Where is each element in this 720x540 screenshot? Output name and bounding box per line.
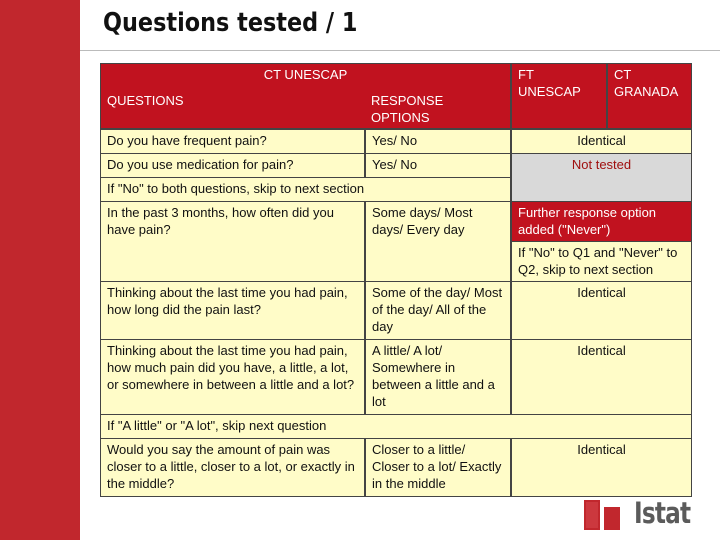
row-4-question: Thinking about the last time you had pain, how long did the pain last? xyxy=(100,281,365,340)
row-4-result: Identical xyxy=(511,281,692,340)
slide-title: Questions tested / 1 xyxy=(103,8,358,38)
row-6-options: Closer to a little/ Closer to a lot/ Exactly in the middle xyxy=(365,438,511,497)
skip-note-2: If "A little" or "A lot", skip next question xyxy=(100,414,692,439)
header-ct-granada: CT GRANADA xyxy=(607,63,692,129)
row-2-result: Not tested xyxy=(511,153,692,202)
istat-logo-text: Istat xyxy=(634,496,691,530)
header-unescap: CT UNESCAP xyxy=(100,63,511,88)
header-response-label: RESPONSE OPTIONS xyxy=(371,93,444,125)
row-3-result: Further response option added ("Never") xyxy=(511,201,692,242)
row-1-result: Identical xyxy=(511,129,692,154)
row-3-options: Some days/ Most days/ Every day xyxy=(365,201,511,282)
row-5-result: Identical xyxy=(511,339,692,415)
row-6-result: Identical xyxy=(511,438,692,497)
header-ft-unescap: FT UNESCAP xyxy=(511,63,607,129)
skip-note-1: If "No" to both questions, skip to next section xyxy=(100,177,511,202)
row-3-skip-note: If "No" to Q1 and "Never" to Q2, skip to next section xyxy=(511,241,692,282)
row-1-options: Yes/ No xyxy=(365,129,511,154)
row-5-question: Thinking about the last time you had pain, how much pain did you have, a little, a lot, or somewhere in between a little and a lot? xyxy=(100,339,365,415)
row-4-options: Some of the day/ Most of the day/ All of the day xyxy=(365,281,511,340)
title-divider xyxy=(80,50,720,51)
header-questions xyxy=(100,87,365,129)
header-questions-label: QUESTIONS xyxy=(107,93,184,108)
row-1-question: Do you have frequent pain? xyxy=(100,129,365,154)
row-2-question: Do you use medication for pain? xyxy=(100,153,365,178)
left-red-band xyxy=(0,0,80,540)
row-3-question: In the past 3 months, how often did you have pain? xyxy=(100,201,365,282)
row-2-options: Yes/ No xyxy=(365,153,511,178)
header-response xyxy=(365,87,511,129)
row-5-options: A little/ A lot/ Somewhere in between a little and a lot xyxy=(365,339,511,415)
row-6-question: Would you say the amount of pain was closer to a little, closer to a lot, or exactly in the middle? xyxy=(100,438,365,497)
